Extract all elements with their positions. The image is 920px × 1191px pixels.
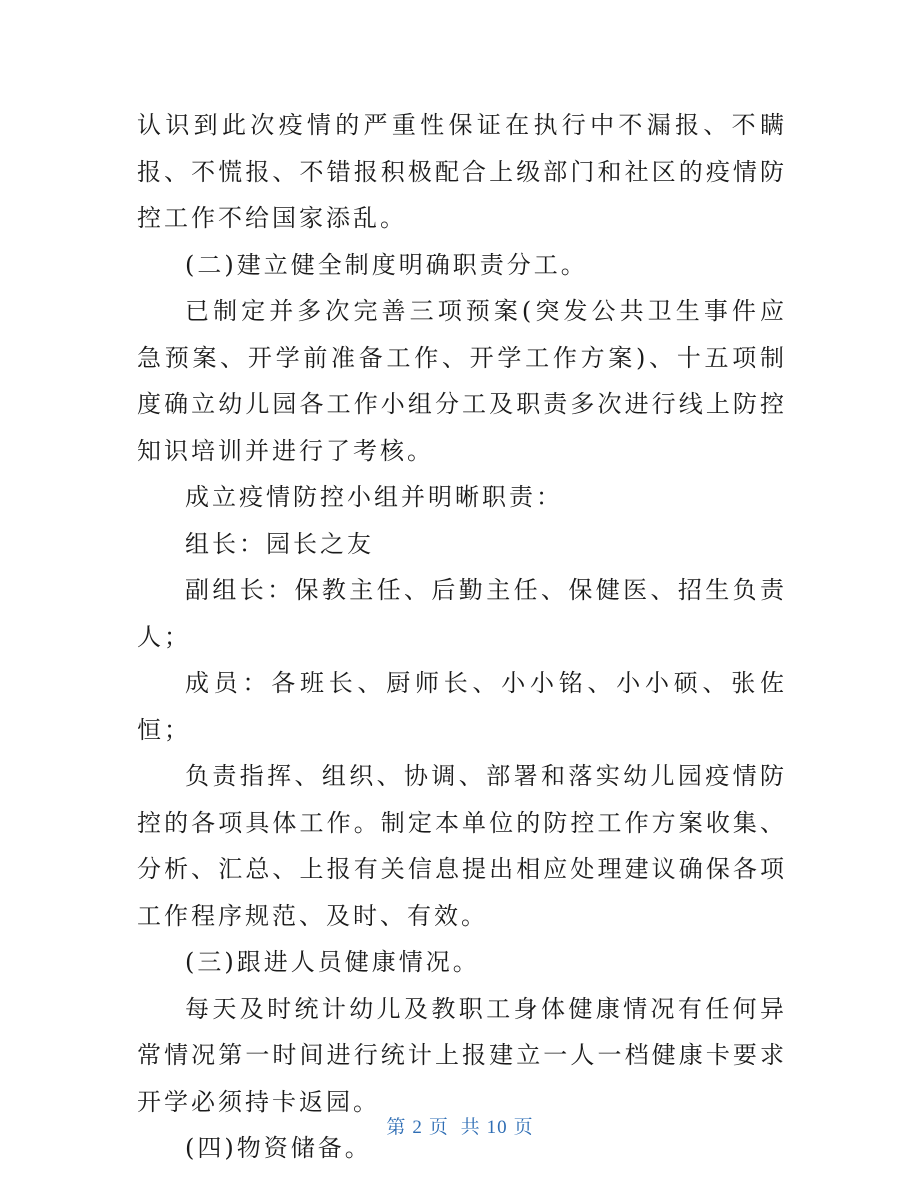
total-pages-number: 10 — [486, 1117, 508, 1138]
paragraph: 认识到此次疫情的严重性保证在执行中不漏报、不瞒报、不慌报、不错报积极配合上级部门和社区的疫情防控工作不给国家添乱。 — [137, 111, 787, 232]
current-page-number: 2 — [412, 1117, 423, 1138]
page-footer — [0, 1112, 920, 1139]
paragraph: 成立疫情防控小组并明晰职责： — [185, 483, 563, 511]
page-label-prefix: 第 — [386, 1117, 407, 1138]
page-label-suffix: 页 — [513, 1117, 534, 1138]
paragraph: 副组长：保教主任、后勤主任、保健医、招生负责人； — [137, 576, 787, 651]
page-label-mid: 页 共 — [428, 1117, 481, 1138]
section-heading: (二)建立健全制度明确职责分工。 — [185, 250, 588, 279]
section-heading: (三)跟进人员健康情况。 — [185, 948, 480, 976]
document-body — [137, 102, 787, 1172]
section-heading: (四)物资储备。 — [185, 1134, 372, 1162]
paragraph: 组长：园长之友 — [185, 529, 374, 558]
paragraph: 已制定并多次完善三项预案(突发公共卫生事件应急预案、开学前准备工作、开学工作方案)、十五项制度确立幼儿园各工作小组分工及职责多次进行线上防控知识培训并进行了考核。 — [137, 297, 787, 465]
paragraph: 成员：各班长、厨师长、小小铭、小小硕、张佐恒； — [137, 669, 787, 744]
paragraph: 每天及时统计幼儿及教职工身体健康情况有任何异常情况第一时间进行统计上报建立一人一档健康卡要求开学必须持卡返园。 — [137, 994, 787, 1116]
paragraph: 负责指挥、组织、协调、部署和落实幼儿园疫情防控的各项具体工作。制定本单位的防控工作方案收集、分析、汇总、上报有关信息提出相应处理建议确保各项工作程序规范、及时、有效。 — [137, 762, 787, 930]
